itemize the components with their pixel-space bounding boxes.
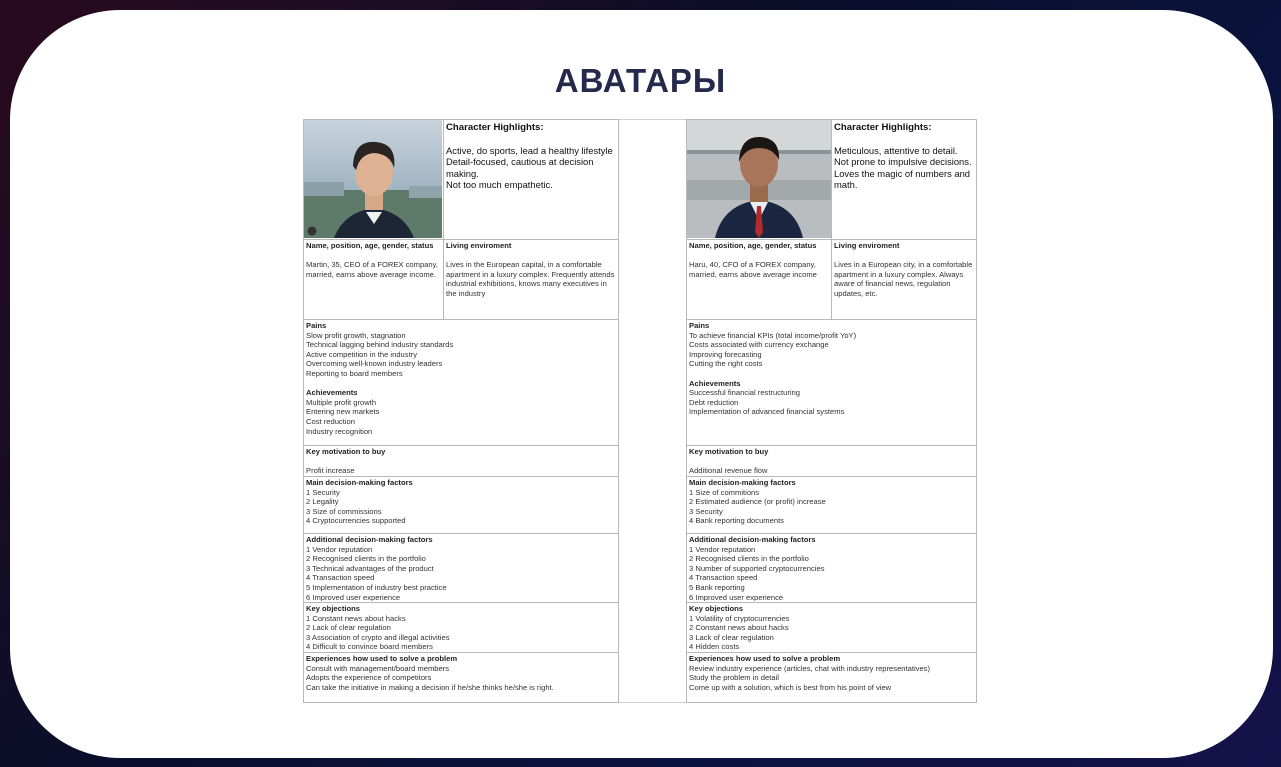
achievement-item: Debt reduction [689, 397, 739, 407]
slide-title: АВАТАРЫ [554, 62, 727, 99]
additional-factors-cell [304, 534, 618, 601]
experience-cell [304, 653, 618, 701]
living-environment-cell [444, 240, 618, 318]
factor-item: 1 Vendor reputation [689, 544, 756, 554]
factor-item: 6 Improved user experience [306, 592, 401, 601]
achievement-item: Cost reduction [306, 416, 355, 426]
living-title: Living enviroment [446, 241, 512, 250]
pain-item: Overcoming well-known industry leaders [306, 359, 443, 369]
living-environment-cell [832, 240, 976, 318]
living-text: Lives in a European city, in a comfortable apartment in a luxury complex. Always aware of financial news, regulation updates, etc. [834, 260, 973, 298]
highlights-title: Character Highlights: [834, 122, 932, 133]
pain-item: To achieve financial KPIs (total income/profit YoY) [689, 330, 857, 340]
factor-item: 2 Estimated audience (or profit) increase [689, 497, 826, 507]
motivation-title: Key motivation to buy [689, 447, 769, 456]
factor-item: 1 Security [306, 487, 340, 497]
portrait-photo [304, 120, 442, 238]
highlight-line: Not too much empathetic. [446, 179, 553, 191]
motivation-text: Additional revenue flow [689, 466, 768, 475]
objection-item: 4 Difficult to convince board members [306, 642, 433, 651]
factor-item: 2 Recognised clients in the portfolio [689, 554, 809, 564]
living-title: Living enviroment [834, 241, 900, 250]
name-position-cell [687, 240, 830, 318]
highlights-title: Character Highlights: [446, 122, 544, 133]
factor-item: 5 Implementation of industry best practice [306, 582, 447, 592]
objections-title: Key objections [306, 604, 361, 613]
main-factors-title: Main decision-making factors [689, 478, 796, 487]
factor-item: 5 Bank reporting [689, 582, 745, 592]
add-factors-title: Additional decision-making factors [689, 535, 816, 544]
pain-item: Costs associated with currency exchange [689, 340, 829, 350]
objection-item: 1 Volatility of cryptocurrencies [689, 613, 790, 623]
pain-item: Improving forecasting [689, 349, 762, 359]
objection-item: 4 Hidden costs [689, 642, 740, 651]
objection-item: 3 Association of crypto and illegal activities [306, 632, 450, 642]
motivation-cell [304, 446, 618, 475]
achievements-title: Achievements [689, 378, 741, 388]
character-highlights [832, 120, 976, 238]
achievement-item: Multiple profit growth [306, 397, 377, 407]
living-text: Lives in the European capital, in a comfortable apartment in a luxury complex. Frequently attends industrial exhibitions, knows many executives in the industry [446, 260, 615, 298]
pain-item: Reporting to board members [306, 368, 403, 378]
pains-title: Pains [689, 321, 710, 330]
highlight-line: Active, do sports, lead a healthy lifestyle [446, 144, 613, 156]
factor-item: 4 Bank reporting documents [689, 516, 784, 526]
factor-item: 3 Size of commissions [306, 506, 382, 516]
experience-item: Can take the initiative in making a decision if he/she thinks he/she is right. [306, 682, 554, 692]
factor-item: 1 Vendor reputation [306, 544, 373, 554]
pain-item: Cutting the right costs [689, 359, 763, 369]
factor-item: 2 Recognised clients in the portfolio [306, 554, 426, 564]
motivation-text: Profit increase [306, 466, 355, 475]
factor-item: 6 Improved user experience [689, 592, 784, 601]
npag-title: Name, position, age, gender, status [306, 241, 434, 250]
achievement-item: Successful financial restructuring [689, 388, 801, 398]
pains-achievements-cell [304, 320, 618, 444]
portrait-photo [687, 120, 831, 238]
motivation-title: Key motivation to buy [306, 447, 386, 456]
main-factors-cell [687, 477, 976, 532]
objections-cell [304, 603, 618, 651]
factor-item: 4 Cryptocurrencies supported [306, 516, 406, 526]
name-position-cell [304, 240, 442, 318]
objection-item: 3 Lack of clear regulation [689, 632, 774, 642]
experience-item: Come up with a solution, which is best from his point of view [689, 682, 892, 692]
factor-item: 1 Size of commitions [689, 487, 760, 497]
experience-item: Adopts the experience of competitors [306, 673, 432, 683]
achievement-item: Entering new markets [306, 407, 380, 417]
objections-cell [687, 603, 976, 651]
experience-title: Experiences how used to solve a problem [689, 654, 841, 663]
factor-item: 2 Legality [306, 497, 339, 507]
experience-item: Review industry experience (articles, chat with industry representatives) [689, 663, 930, 673]
objections-title: Key objections [689, 604, 744, 613]
npag-title: Name, position, age, gender, status [689, 241, 817, 250]
factor-item: 4 Transaction speed [689, 573, 758, 583]
pain-item: Slow profit growth, stagnation [306, 330, 406, 340]
character-highlights [444, 120, 618, 238]
persona-card-haru [686, 119, 1281, 703]
pains-achievements-cell [687, 320, 976, 444]
npag-text: Martin, 35, CEO of a FOREX company, married, earns above average income. [306, 260, 438, 279]
pains-title: Pains [306, 321, 327, 330]
factor-item: 3 Security [689, 506, 723, 516]
add-factors-title: Additional decision-making factors [306, 535, 433, 544]
main-factors-title: Main decision-making factors [306, 478, 413, 487]
achievement-item: Implementation of advanced financial systems [689, 407, 845, 417]
highlight-line: Detail-focused, cautious at decision making. [446, 156, 594, 179]
achievement-item: Industry recognition [306, 426, 373, 436]
experience-item: Study the problem in detail [689, 673, 779, 683]
experience-cell [687, 653, 976, 701]
factor-item: 3 Technical advantages of the product [306, 563, 434, 573]
npag-text: Haru, 40, CFO of a FOREX company, married, earns above average income [689, 260, 817, 279]
pain-item: Technical lagging behind industry standards [306, 340, 454, 350]
factor-item: 3 Number of supported cryptocurrencies [689, 563, 825, 573]
main-factors-cell [304, 477, 618, 532]
factor-item: 4 Transaction speed [306, 573, 375, 583]
objection-item: 2 Constant news about hacks [689, 623, 789, 633]
objection-item: 1 Constant news about hacks [306, 613, 406, 623]
experience-title: Experiences how used to solve a problem [306, 654, 458, 663]
experience-item: Consult with management/board members [306, 663, 450, 673]
objection-item: 2 Lack of clear regulation [306, 623, 391, 633]
highlight-line: Meticulous, attentive to detail. Not prone to impulsive decisions. [834, 144, 972, 168]
achievements-title: Achievements [306, 388, 358, 398]
pain-item: Active competition in the industry [306, 349, 418, 359]
additional-factors-cell [687, 534, 976, 601]
highlight-line: Loves the magic of numbers and math. [834, 167, 971, 191]
motivation-cell [687, 446, 976, 475]
